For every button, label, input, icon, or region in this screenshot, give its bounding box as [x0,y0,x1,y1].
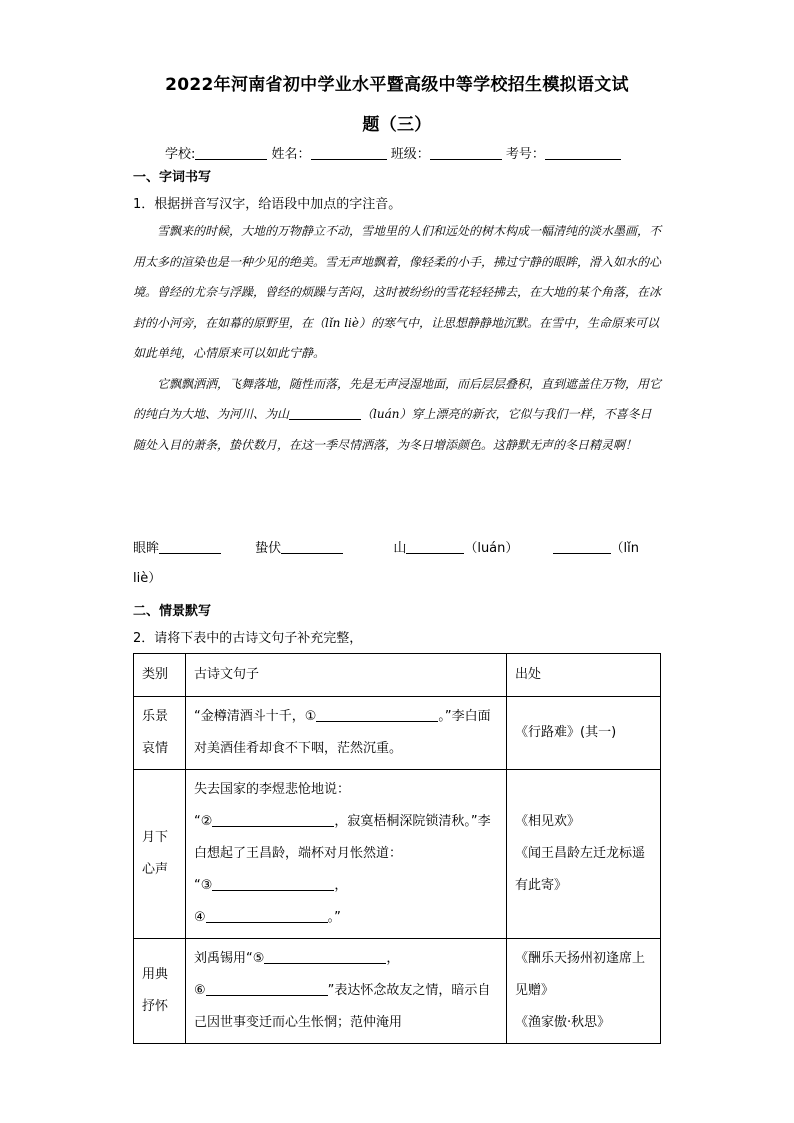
row3-sentence [186,939,507,1044]
row1-text-start: “金樽清酒斗十千，① [194,709,317,724]
school-label: 学校: [165,147,196,162]
class-label: 班级： [390,147,430,162]
answer-blank-3[interactable] [406,539,464,554]
row2-category: 月下心声 [134,770,186,939]
blank-6[interactable] [206,981,328,996]
blank-1[interactable] [316,707,438,722]
blank-4[interactable] [206,908,328,923]
row3-source [507,939,661,1044]
passage-paragraph-2-end: （luán）穿上漂亮的新衣，它似与我们一样，不喜冬日随处入目的萧条，蛰伏数月，在这一季尽情洒落，为冬日增添颜色。这静默无声的冬日精灵啊！ [133,407,652,452]
row1-category: 乐景哀情 [134,697,186,770]
exam-number-label: 考号： [505,147,545,162]
answer-pinyin-4: （lǐn [610,541,639,556]
row2-line2 [194,806,498,870]
row2-line4-end: 。” [327,910,341,925]
poem-table [133,653,661,1044]
row2-line4 [194,902,498,934]
table-row [134,770,661,939]
row2-source-1: 《相见欢》 [515,814,581,829]
table-row [134,697,661,770]
section2-heading: 二、情景默写 [133,604,212,619]
header-category: 类别 [134,654,186,697]
exam-number-field[interactable] [545,145,621,160]
answer-word-1: 眼眸 [133,541,160,556]
answer-pinyin-3: （luán） [464,541,519,556]
passage-paragraph-1: 雪飘来的时候，大地的万物静立不动，雪地里的人们和远处的树木构成一幅清纯的淡水墨画，不用太多的渲染也是一种少见的绝美。雪无声地飘着，像轻柔的小手，拂过宁静的眼眸，滑入如水的心境。曾经的尤奈与浮躁，曾经的烦躁与苦闷，这时被纷纷的雪花轻轻拂去，在大地的某个角落，在冰封的小河旁，在如幕的原野里，在（lǐn liè）的寒气中，让思想静静地沉默。在雪中，生命原来可以如此单纯，心情原来可以如此宁静。 [133,224,662,360]
header-sentence: 古诗文句子 [186,654,507,697]
row2-line3 [194,870,498,902]
row3-source-2: 《渔家傲·秋思》 [515,1015,611,1030]
answer-item-3 [393,534,518,564]
section1-heading: 一、字词书写 [133,170,212,185]
blank-3[interactable] [212,876,334,891]
question2-prompt: 2．请将下表中的古诗文句子补充完整， [133,631,363,646]
document-title-line2: 题（三） [362,115,432,135]
answer-item-2 [255,534,343,564]
row3-line2-start: ⑥ [194,983,206,998]
answer-item-1 [133,534,221,564]
school-field[interactable] [195,145,267,160]
row2-line2-start: “② [194,814,213,829]
answer-blank-1[interactable] [159,539,221,554]
row1-sentence [186,697,507,770]
answer-item-4 [553,534,639,564]
blank-2[interactable] [212,812,334,827]
row2-source-2: 《闻王昌龄左迁龙标遥有此寄》 [515,846,646,893]
blank-5[interactable] [264,949,386,964]
row3-line1-end: ， [386,951,400,966]
row2-line1: 失去国家的李煜悲怆地说： [194,782,351,797]
passage-blank-luan[interactable] [289,405,361,420]
row2-line3-start: “③ [194,878,213,893]
reading-passage [133,216,663,460]
answer-blank-2[interactable] [281,539,343,554]
question1-prompt: 1．根据拼音写汉字，给语段中加点的字注音。 [133,197,402,212]
row2-source [507,770,661,939]
passage-paragraph-2 [133,369,663,461]
row1-text-end: 。”李白面对美酒佳肴却食不下咽，茫然沉重。 [194,709,491,756]
table-header-row [134,654,661,697]
name-field[interactable] [311,145,387,160]
answer-row [133,534,663,594]
header-source: 出处 [507,654,661,697]
row3-line2 [194,975,498,1039]
table-row [134,939,661,1044]
row3-source-1: 《酬乐天扬州初逢席上见赠》 [515,951,646,998]
row2-sentence [186,770,507,939]
row2-line3-end: ， [334,878,348,893]
name-label: 姓名： [271,147,311,162]
row3-line1-start: 刘禹锡用“⑤ [194,951,265,966]
answer-pinyin-4-wrap: liè） [133,571,162,586]
answer-word-2: 蛰伏 [255,541,282,556]
answer-word-3: 山 [393,541,407,556]
student-info-row [165,143,621,162]
row2-line2-end: ，寂寞梧桐深院锁清秋。”李白想起了王昌龄，端杯对月怅然道： [194,814,491,861]
passage-paragraph-2-start: 它飘飘洒洒，飞舞落地，随性而落，先是无声浸湿地面，而后层层叠积，直到遮盖住万物，用它的纯白为大地、为河川、为山 [133,376,662,421]
answer-blank-4[interactable] [553,539,611,554]
row2-line4-start: ④ [194,910,206,925]
row1-source: 《行路难》(其一) [507,697,661,770]
row3-category: 用典抒怀 [134,939,186,1044]
row3-line2-end: ”表达怀念故友之情，暗示自己因世事变迁而心生怅惘；范仲淹用 [194,983,491,1030]
row3-line1 [194,943,498,975]
document-title-line1: 2022年河南省初中学业水平暨高级中等学校招生模拟语文试 [165,75,629,95]
class-field[interactable] [430,145,502,160]
